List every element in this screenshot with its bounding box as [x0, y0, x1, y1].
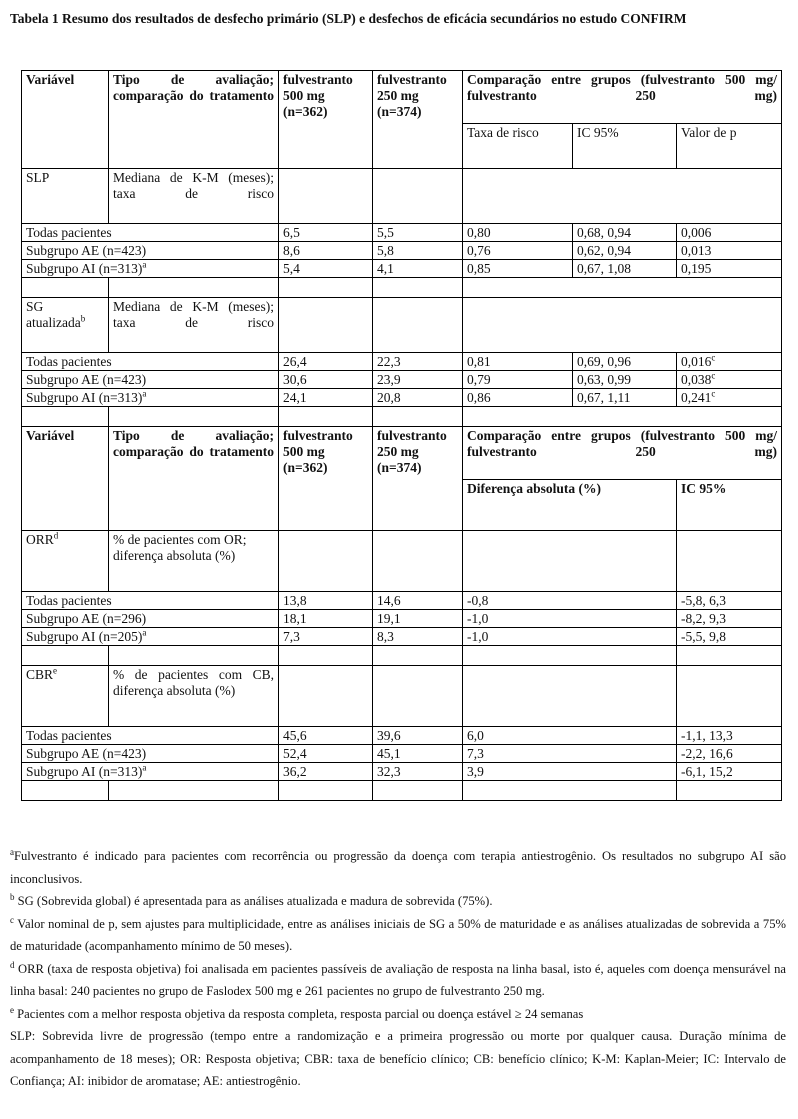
value-500: 52,4 — [279, 745, 373, 763]
table-row — [22, 242, 782, 260]
footnote-marker: a — [142, 762, 147, 773]
table-row — [22, 224, 782, 242]
footnote-marker: e — [53, 665, 58, 676]
value-500: 13,8 — [279, 592, 373, 610]
hazard-ratio: 0,86 — [463, 389, 573, 407]
footnote-text: Fulvestranto é indicado para pacientes com recorrência ou progressão da doença com terapia antiestrogênio. Os resultados no subgrupo AI são inconclusivos. — [10, 849, 786, 886]
table-row — [22, 353, 782, 371]
confidence-interval: -5,5, 9,8 — [677, 628, 782, 646]
confidence-interval: 0,67, 1,11 — [573, 389, 677, 407]
absolute-difference: 3,9 — [463, 763, 677, 781]
row-label: Subgrupo AI (n=205) — [26, 629, 143, 644]
value-250: 14,6 — [373, 592, 463, 610]
p-value: 0,013 — [677, 242, 782, 260]
value-250: 22,3 — [373, 353, 463, 371]
row-label: Subgrupo AE (n=423) — [22, 745, 279, 763]
footnote-marker: a — [142, 259, 147, 270]
footnote-marker: c — [711, 388, 716, 399]
footnote-marker: c — [711, 370, 716, 381]
header-ci: IC 95% — [573, 124, 677, 169]
value-500: 30,6 — [279, 371, 373, 389]
row-label-cell — [22, 763, 279, 781]
table-row — [22, 389, 782, 407]
footnote-marker: b — [80, 313, 86, 324]
header-row — [22, 427, 782, 480]
absolute-difference: 7,3 — [463, 745, 677, 763]
header-p-value: Valor de p — [677, 124, 782, 169]
row-label: Subgrupo AE (n=423) — [22, 242, 279, 260]
absolute-difference: 6,0 — [463, 727, 677, 745]
footnote-marker: b — [10, 891, 15, 902]
footnote-marker: c — [711, 352, 716, 363]
footnote-marker: a — [10, 846, 14, 857]
header-arm-250: fulvestranto 250 mg (n=374) — [373, 427, 463, 531]
hazard-ratio: 0,79 — [463, 371, 573, 389]
value-250: 39,6 — [373, 727, 463, 745]
section-label: SG atualizada — [26, 299, 81, 330]
p-value-cell — [677, 371, 782, 389]
footnote — [10, 913, 786, 958]
value-500: 5,4 — [279, 260, 373, 278]
footnote — [10, 890, 786, 913]
row-label: Subgrupo AI (n=313) — [26, 261, 143, 276]
p-value: 0,241 — [681, 390, 712, 405]
abbreviations — [10, 1025, 786, 1093]
row-label: Subgrupo AE (n=423) — [22, 371, 279, 389]
header-assessment: Tipo de avaliação; comparação do tratamento — [109, 71, 279, 169]
confidence-interval: -2,2, 16,6 — [677, 745, 782, 763]
header-row — [22, 71, 782, 124]
value-500: 6,5 — [279, 224, 373, 242]
value-500: 26,4 — [279, 353, 373, 371]
results-table — [21, 70, 782, 801]
value-250: 20,8 — [373, 389, 463, 407]
section-label-cell — [22, 666, 109, 727]
footnote-text: SG (Sobrevida global) é apresentada para as análises atualizada e madura de sobrevida (75%). — [14, 894, 493, 908]
confidence-interval: -8,2, 9,3 — [677, 610, 782, 628]
hazard-ratio: 0,81 — [463, 353, 573, 371]
confidence-interval: 0,67, 1,08 — [573, 260, 677, 278]
table-row — [22, 763, 782, 781]
p-value: 0,006 — [677, 224, 782, 242]
table-row — [22, 745, 782, 763]
value-250: 8,3 — [373, 628, 463, 646]
header-arm-500: fulvestranto 500 mg (n=362) — [279, 71, 373, 169]
spacer-row — [22, 646, 782, 666]
footnote — [10, 845, 786, 890]
section-row-cbr — [22, 666, 782, 727]
section-row-slp — [22, 169, 782, 224]
header-variable: Variável — [22, 71, 109, 169]
row-label: Subgrupo AI (n=313) — [26, 764, 143, 779]
confidence-interval: -6,1, 15,2 — [677, 763, 782, 781]
hazard-ratio: 0,80 — [463, 224, 573, 242]
value-250: 5,5 — [373, 224, 463, 242]
value-500: 8,6 — [279, 242, 373, 260]
value-500: 18,1 — [279, 610, 373, 628]
section-description: % de pacientes com CB, diferença absoluta (%) — [109, 666, 279, 727]
header-ci: IC 95% — [677, 480, 782, 531]
section-row-orr — [22, 531, 782, 592]
value-500: 36,2 — [279, 763, 373, 781]
absolute-difference: -1,0 — [463, 628, 677, 646]
abbreviations-text: SLP: Sobrevida livre de progressão (tempo entre a randomização e a primeira progressão ou morte por qualquer causa. Duração mínima de acompanhamento de 18 meses); OR: Resposta objetiva; CBR: taxa de benefício clínico; CB: benefício clínico; K-M: Kaplan-Meier; IC: Intervalo de Confiança; AI: inibidor de aromatase; AE: antiestrogênio. — [10, 1029, 786, 1088]
row-label: Todas pacientes — [22, 353, 279, 371]
footnote — [10, 1003, 786, 1026]
table-row — [22, 260, 782, 278]
section-row-sg — [22, 298, 782, 353]
section-label-cell — [22, 298, 109, 353]
p-value: 0,195 — [677, 260, 782, 278]
hazard-ratio: 0,85 — [463, 260, 573, 278]
spacer-row — [22, 781, 782, 801]
table-title: Tabela 1 Resumo dos resultados de desfecho primário (SLP) e desfechos de eficácia secundários no estudo CONFIRM — [10, 11, 687, 26]
section-description: % de pacientes com OR; diferença absoluta (%) — [109, 531, 279, 592]
p-value: 0,016 — [681, 354, 712, 369]
header-hazard-ratio: Taxa de risco — [463, 124, 573, 169]
section-label-cell — [22, 531, 109, 592]
value-500: 45,6 — [279, 727, 373, 745]
section-label: SLP — [22, 169, 109, 224]
footnote-marker: c — [10, 914, 14, 925]
value-250: 45,1 — [373, 745, 463, 763]
header-variable: Variável — [22, 427, 109, 531]
value-500: 7,3 — [279, 628, 373, 646]
spacer-row — [22, 407, 782, 427]
section-description: Mediana de K-M (meses); taxa de risco — [109, 298, 279, 353]
footnote-marker: a — [142, 627, 147, 638]
header-absolute-difference: Diferença absoluta (%) — [463, 480, 677, 531]
confidence-interval: -5,8, 6,3 — [677, 592, 782, 610]
value-250: 5,8 — [373, 242, 463, 260]
value-250: 19,1 — [373, 610, 463, 628]
footnote — [10, 958, 786, 1003]
row-label: Todas pacientes — [22, 727, 279, 745]
confidence-interval: 0,69, 0,96 — [573, 353, 677, 371]
hazard-ratio: 0,76 — [463, 242, 573, 260]
footnote-text: Pacientes com a melhor resposta objetiva da resposta completa, resposta parcial ou doença estável ≥ 24 semanas — [14, 1006, 584, 1021]
table-row — [22, 610, 782, 628]
confidence-interval: 0,62, 0,94 — [573, 242, 677, 260]
header-assessment: Tipo de avaliação; comparação do tratamento — [109, 427, 279, 531]
value-500: 24,1 — [279, 389, 373, 407]
footnote-text: Valor nominal de p, sem ajustes para multiplicidade, entre as análises iniciais de SG a 50% de maturidade e as análises atualizadas de sobrevida a 75% de maturidade (acompanhamento mínimo de 50 meses). — [10, 916, 786, 953]
header-arm-500: fulvestranto 500 mg (n=362) — [279, 427, 373, 531]
row-label: Subgrupo AE (n=296) — [22, 610, 279, 628]
p-value: 0,038 — [681, 372, 712, 387]
row-label: Subgrupo AI (n=313) — [26, 390, 143, 405]
footnote-marker: d — [10, 959, 15, 970]
value-250: 23,9 — [373, 371, 463, 389]
absolute-difference: -0,8 — [463, 592, 677, 610]
table-row — [22, 727, 782, 745]
section-label: CBR — [26, 667, 54, 682]
confidence-interval: -1,1, 13,3 — [677, 727, 782, 745]
row-label: Todas pacientes — [22, 224, 279, 242]
table-row — [22, 592, 782, 610]
p-value-cell — [677, 389, 782, 407]
header-comparison: Comparação entre grupos (fulvestranto 500 mg/ fulvestranto 250 mg) — [463, 71, 782, 124]
value-250: 4,1 — [373, 260, 463, 278]
footnotes — [10, 845, 786, 1093]
footnote-marker: a — [142, 388, 147, 399]
header-arm-250: fulvestranto 250 mg (n=374) — [373, 71, 463, 169]
section-description: Mediana de K-M (meses); taxa de risco — [109, 169, 279, 224]
row-label-cell — [22, 389, 279, 407]
footnote-marker: d — [53, 530, 59, 541]
spacer-row — [22, 278, 782, 298]
header-comparison: Comparação entre grupos (fulvestranto 500 mg/ fulvestranto 250 mg) — [463, 427, 782, 480]
section-label: ORR — [26, 532, 54, 547]
value-250: 32,3 — [373, 763, 463, 781]
absolute-difference: -1,0 — [463, 610, 677, 628]
p-value-cell — [677, 353, 782, 371]
row-label-cell — [22, 628, 279, 646]
table-row — [22, 371, 782, 389]
confidence-interval: 0,68, 0,94 — [573, 224, 677, 242]
row-label-cell — [22, 260, 279, 278]
row-label: Todas pacientes — [22, 592, 279, 610]
table-row — [22, 628, 782, 646]
footnote-marker: e — [10, 1004, 14, 1015]
confidence-interval: 0,63, 0,99 — [573, 371, 677, 389]
footnote-text: ORR (taxa de resposta objetiva) foi analisada em pacientes passíveis de avaliação de resposta na linha basal, isto é, aqueles com doença mensurável na linha basal: 240 pacientes no grupo de Faslodex 500 mg e 261 pacientes no grupo de fulvestranto 250 mg. — [10, 961, 786, 998]
